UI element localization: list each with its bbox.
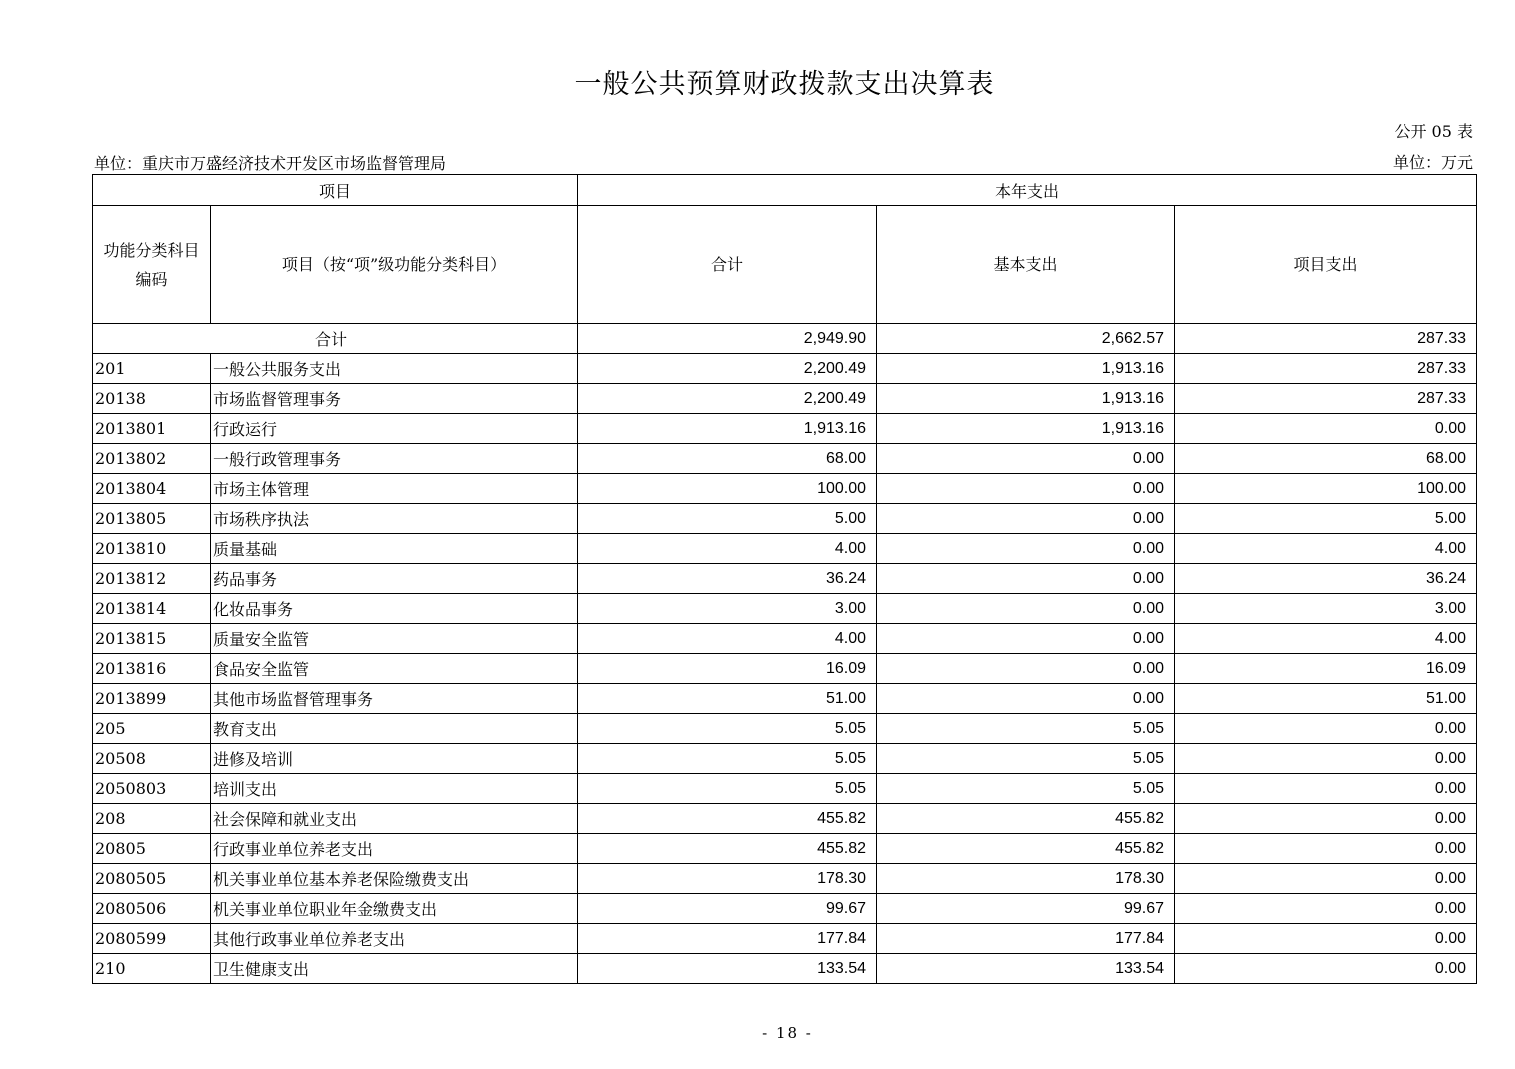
- basic-cell: 178.30: [877, 864, 1175, 894]
- name-cell: 药品事务: [211, 564, 578, 594]
- name-cell: 社会保障和就业支出: [211, 804, 578, 834]
- code-cell: 20508: [93, 744, 211, 774]
- table-row: [93, 564, 1477, 594]
- total-cell: 133.54: [578, 954, 877, 984]
- basic-cell: 133.54: [877, 954, 1175, 984]
- project-cell: 0.00: [1175, 864, 1477, 894]
- total-cell: 178.30: [578, 864, 877, 894]
- project-cell: 0.00: [1175, 774, 1477, 804]
- header-row-2: [93, 206, 1477, 324]
- code-cell: 208: [93, 804, 211, 834]
- expenditure-table: [92, 174, 1477, 984]
- basic-cell: 0.00: [877, 654, 1175, 684]
- basic-cell: 455.82: [877, 834, 1175, 864]
- code-cell: 2013815: [93, 624, 211, 654]
- project-cell: 100.00: [1175, 474, 1477, 504]
- name-cell: 市场秩序执法: [211, 504, 578, 534]
- project-cell: 51.00: [1175, 684, 1477, 714]
- total-row: [93, 324, 1477, 354]
- table-row: [93, 354, 1477, 384]
- basic-cell: 0.00: [877, 444, 1175, 474]
- total-cell: 455.82: [578, 834, 877, 864]
- table-row: [93, 684, 1477, 714]
- table-row: [93, 384, 1477, 414]
- code-cell: 2080599: [93, 924, 211, 954]
- table-row: [93, 804, 1477, 834]
- page-title: 一般公共预算财政拨款支出决算表: [574, 69, 995, 100]
- project-cell: 68.00: [1175, 444, 1477, 474]
- table-row: [93, 624, 1477, 654]
- project-cell: 0.00: [1175, 714, 1477, 744]
- total-project: 287.33: [1175, 324, 1477, 354]
- code-cell: 2013804: [93, 474, 211, 504]
- name-cell: 教育支出: [211, 714, 578, 744]
- total-label: 合计: [93, 324, 578, 354]
- code-cell: 2013814: [93, 594, 211, 624]
- code-cell: 20138: [93, 384, 211, 414]
- basic-cell: 455.82: [877, 804, 1175, 834]
- project-cell: 4.00: [1175, 534, 1477, 564]
- name-cell: 机关事业单位职业年金缴费支出: [211, 894, 578, 924]
- name-cell: 一般行政管理事务: [211, 444, 578, 474]
- total-cell: 3.00: [578, 594, 877, 624]
- total-cell: 5.05: [578, 774, 877, 804]
- total-cell: 16.09: [578, 654, 877, 684]
- organization-unit: 单位：重庆市万盛经济技术开发区市场监督管理局: [94, 154, 447, 173]
- total-cell: 1,913.16: [578, 414, 877, 444]
- basic-cell: 177.84: [877, 924, 1175, 954]
- project-cell: 0.00: [1175, 744, 1477, 774]
- name-cell: 其他行政事业单位养老支出: [211, 924, 578, 954]
- code-cell: 2080506: [93, 894, 211, 924]
- project-cell: 0.00: [1175, 414, 1477, 444]
- name-cell: 卫生健康支出: [211, 954, 578, 984]
- code-cell: 2080505: [93, 864, 211, 894]
- table-row: [93, 834, 1477, 864]
- table-row: [93, 594, 1477, 624]
- table-row: [93, 954, 1477, 984]
- name-cell: 一般公共服务支出: [211, 354, 578, 384]
- code-cell: 205: [93, 714, 211, 744]
- basic-cell: 5.05: [877, 774, 1175, 804]
- table-row: [93, 894, 1477, 924]
- code-cell: 2013801: [93, 414, 211, 444]
- name-cell: 质量安全监管: [211, 624, 578, 654]
- project-cell: 287.33: [1175, 384, 1477, 414]
- code-cell: 20805: [93, 834, 211, 864]
- table-row: [93, 504, 1477, 534]
- name-cell: 质量基础: [211, 534, 578, 564]
- name-cell: 机关事业单位基本养老保险缴费支出: [211, 864, 578, 894]
- name-cell: 培训支出: [211, 774, 578, 804]
- header-basic: 基本支出: [877, 206, 1175, 324]
- table-row: [93, 474, 1477, 504]
- header-row-1: [93, 175, 1477, 206]
- code-cell: 201: [93, 354, 211, 384]
- table-row: [93, 744, 1477, 774]
- header-code: 功能分类科目编码: [93, 206, 211, 324]
- total-cell: 4.00: [578, 534, 877, 564]
- total-cell: 5.05: [578, 714, 877, 744]
- project-cell: 36.24: [1175, 564, 1477, 594]
- table-row: [93, 654, 1477, 684]
- project-cell: 3.00: [1175, 594, 1477, 624]
- code-cell: 2013816: [93, 654, 211, 684]
- code-cell: 2050803: [93, 774, 211, 804]
- total-cell: 68.00: [578, 444, 877, 474]
- basic-cell: 5.05: [877, 714, 1175, 744]
- header-name: 项目（按“项”级功能分类科目）: [211, 206, 578, 324]
- header-project: 项目: [93, 175, 578, 206]
- total-cell: 100.00: [578, 474, 877, 504]
- basic-cell: 99.67: [877, 894, 1175, 924]
- code-cell: 2013802: [93, 444, 211, 474]
- name-cell: 食品安全监管: [211, 654, 578, 684]
- name-cell: 进修及培训: [211, 744, 578, 774]
- project-cell: 0.00: [1175, 954, 1477, 984]
- table-number: 公开 05 表: [1394, 122, 1473, 141]
- basic-cell: 0.00: [877, 564, 1175, 594]
- project-cell: 0.00: [1175, 834, 1477, 864]
- header-total: 合计: [578, 206, 877, 324]
- table-row: [93, 864, 1477, 894]
- table-row: [93, 924, 1477, 954]
- project-cell: 5.00: [1175, 504, 1477, 534]
- basic-cell: 0.00: [877, 684, 1175, 714]
- basic-cell: 0.00: [877, 594, 1175, 624]
- currency-unit: 单位：万元: [1392, 153, 1473, 172]
- total-basic: 2,662.57: [877, 324, 1175, 354]
- total-cell: 5.05: [578, 744, 877, 774]
- name-cell: 其他市场监督管理事务: [211, 684, 578, 714]
- header-this-year-expense: 本年支出: [578, 175, 1477, 206]
- table-row: [93, 444, 1477, 474]
- total-sum: 2,949.90: [578, 324, 877, 354]
- name-cell: 行政事业单位养老支出: [211, 834, 578, 864]
- basic-cell: 1,913.16: [877, 414, 1175, 444]
- total-cell: 99.67: [578, 894, 877, 924]
- basic-cell: 5.05: [877, 744, 1175, 774]
- basic-cell: 0.00: [877, 474, 1175, 504]
- basic-cell: 0.00: [877, 534, 1175, 564]
- name-cell: 行政运行: [211, 414, 578, 444]
- name-cell: 市场监督管理事务: [211, 384, 578, 414]
- basic-cell: 0.00: [877, 624, 1175, 654]
- page-number: - 18 -: [762, 1024, 813, 1042]
- total-cell: 177.84: [578, 924, 877, 954]
- project-cell: 287.33: [1175, 354, 1477, 384]
- name-cell: 市场主体管理: [211, 474, 578, 504]
- project-cell: 16.09: [1175, 654, 1477, 684]
- project-cell: 0.00: [1175, 894, 1477, 924]
- basic-cell: 1,913.16: [877, 354, 1175, 384]
- header-project-expense: 项目支出: [1175, 206, 1477, 324]
- total-cell: 51.00: [578, 684, 877, 714]
- total-cell: 5.00: [578, 504, 877, 534]
- table-row: [93, 714, 1477, 744]
- code-cell: 2013812: [93, 564, 211, 594]
- code-cell: 2013899: [93, 684, 211, 714]
- basic-cell: 0.00: [877, 504, 1175, 534]
- table-row: [93, 534, 1477, 564]
- project-cell: 0.00: [1175, 924, 1477, 954]
- code-cell: 210: [93, 954, 211, 984]
- project-cell: 4.00: [1175, 624, 1477, 654]
- total-cell: 36.24: [578, 564, 877, 594]
- table-row: [93, 414, 1477, 444]
- total-cell: 2,200.49: [578, 354, 877, 384]
- total-cell: 4.00: [578, 624, 877, 654]
- table-row: [93, 774, 1477, 804]
- basic-cell: 1,913.16: [877, 384, 1175, 414]
- code-cell: 2013810: [93, 534, 211, 564]
- code-cell: 2013805: [93, 504, 211, 534]
- total-cell: 2,200.49: [578, 384, 877, 414]
- total-cell: 455.82: [578, 804, 877, 834]
- name-cell: 化妆品事务: [211, 594, 578, 624]
- project-cell: 0.00: [1175, 804, 1477, 834]
